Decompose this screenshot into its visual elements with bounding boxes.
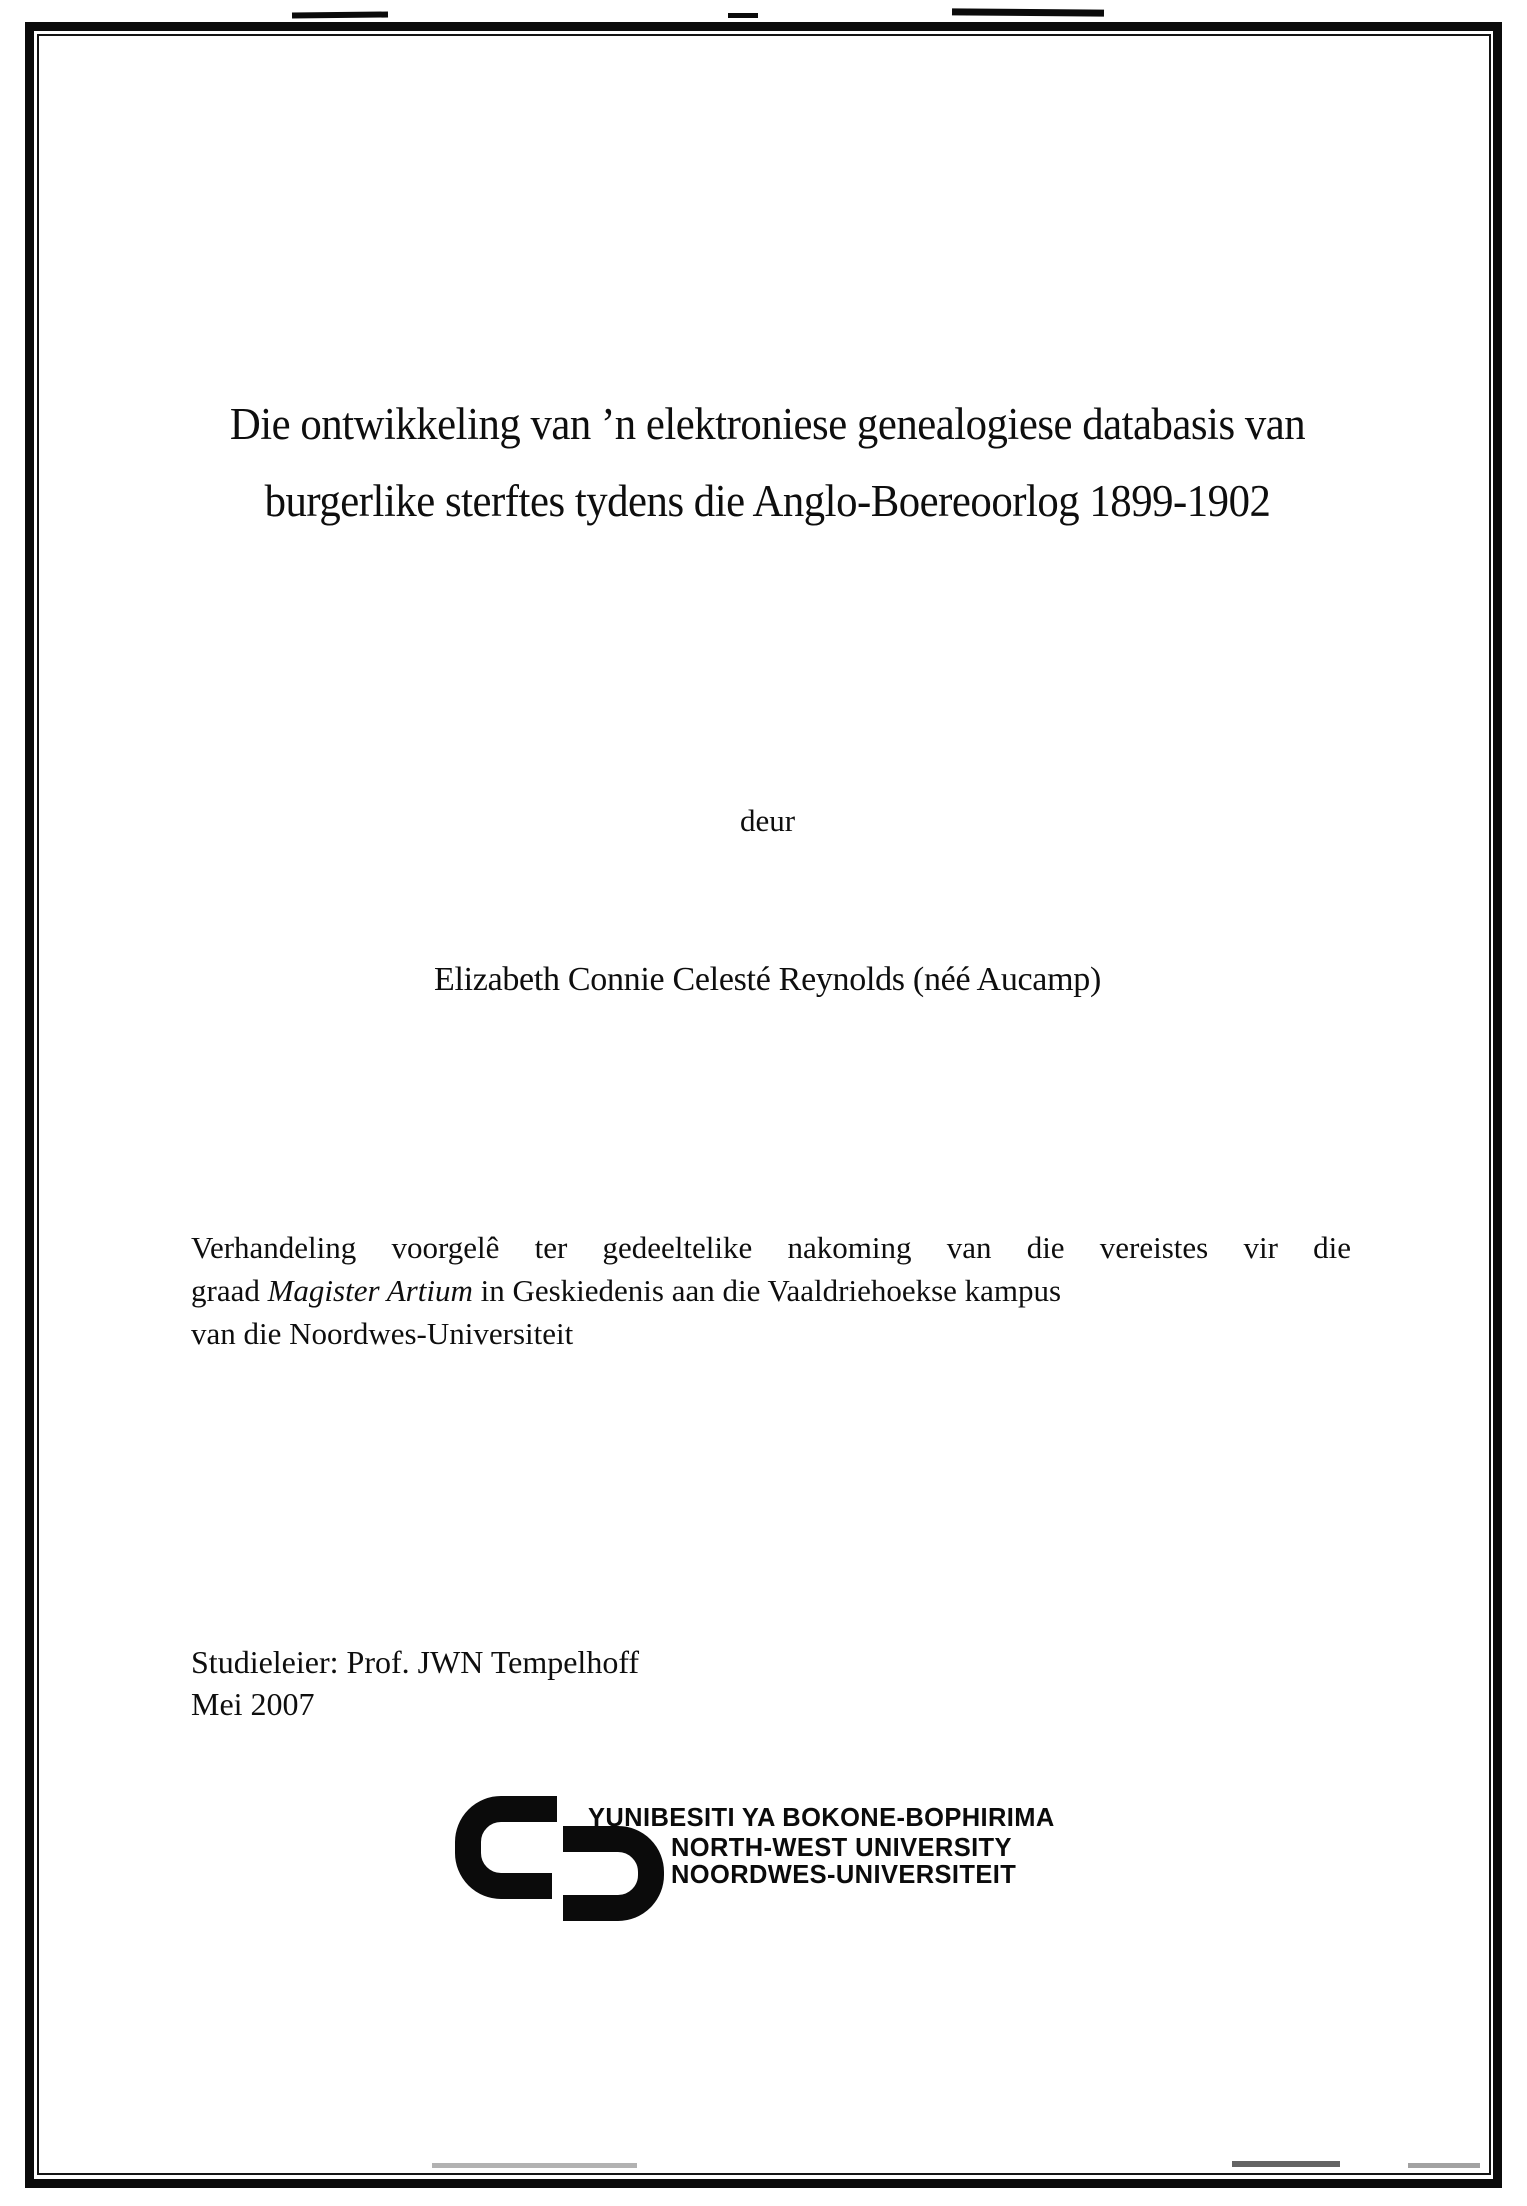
- scan-artifact: [952, 8, 1104, 16]
- scan-smudge: [432, 2163, 637, 2168]
- date-line: Mei 2007: [191, 1686, 315, 1722]
- scan-artifact: [728, 13, 758, 18]
- supervisor-line: Studieleier: Prof. JWN Tempelhoff: [191, 1644, 640, 1680]
- title-line-1: Die ontwikkeling van ’n elektroniese genealogiese databasis van: [229, 399, 1306, 449]
- scan-smudge: [1408, 2163, 1480, 2168]
- statement-line-1: Verhandeling voorgelê ter gedeeltelike nakoming van die vereistes vir die: [191, 1230, 1351, 1265]
- scan-artifact: [292, 11, 388, 18]
- title-line-2: burgerlike sterftes tydens die Anglo-Boereoorlog 1899-1902: [264, 476, 1271, 526]
- page-title: [185, 386, 1350, 540]
- statement-line-2: [191, 1269, 1351, 1312]
- logo-text-line-2: NORTH-WEST UNIVERSITY: [671, 1832, 1012, 1862]
- statement-line-2-degree: Magister Artium: [267, 1273, 473, 1308]
- byline-label: deur: [739, 803, 796, 838]
- thesis-statement: [191, 1226, 1351, 1355]
- scan-smudge: [1232, 2161, 1340, 2167]
- author-name: Elizabeth Connie Celesté Reynolds (néé Aucamp): [434, 961, 1101, 998]
- statement-line-2-prefix: graad: [191, 1273, 268, 1308]
- logo-text-line-3: NOORDWES-UNIVERSITEIT: [671, 1859, 1017, 1889]
- statement-line-2-suffix: in Geskiedenis aan die Vaaldriehoekse kampus: [472, 1273, 1062, 1308]
- logo-text-line-1: YUNIBESITI YA BOKONE-BOPHIRIMA: [588, 1802, 1055, 1832]
- statement-line-3: van die Noordwes-Universiteit: [191, 1316, 574, 1351]
